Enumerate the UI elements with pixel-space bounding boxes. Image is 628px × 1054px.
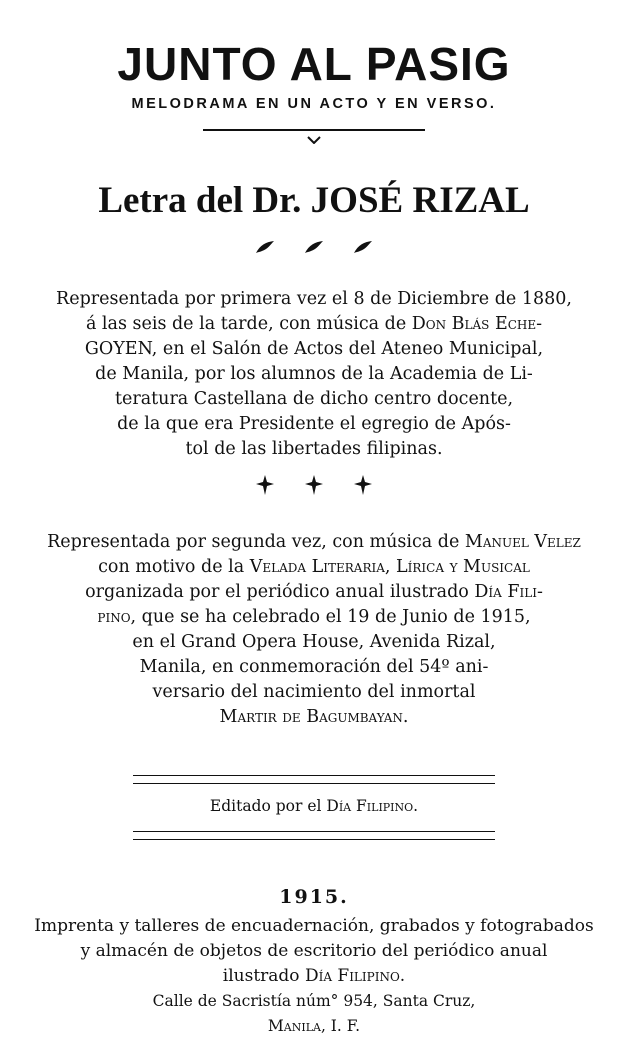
text-line: ilustrado Día Filipino. [222, 966, 406, 986]
newspaper-name: pino [97, 607, 131, 627]
text-line: GOYEN, en el Salón de Actos del Ateneo Municipal, [84, 339, 544, 359]
composer-name: Don Blás Eche- [411, 314, 543, 334]
newspaper-name: Día Fili- [474, 582, 543, 602]
divider-rule [133, 831, 495, 832]
first-performance-paragraph [0, 287, 628, 462]
divider-rule [133, 775, 495, 776]
composer-name: Manuel Velez [464, 532, 581, 552]
text-line: tol de las libertades filipinas. [185, 439, 443, 459]
leaf-ornament-row [0, 236, 628, 255]
text-line: Imprenta y talleres de encuadernación, grabados y fotograbados [34, 916, 594, 936]
text-line: de la que era Presidente el egregio de Após- [117, 414, 511, 434]
fleuron-cross-icon [352, 474, 374, 496]
text-line: organizada por el periódico anual ilustrado Día Fili- [85, 582, 543, 602]
text-line: á las seis de la tarde, con música de Don Blás Eche- [85, 314, 543, 334]
text-line: Representada por segunda vez, con música de Manuel Velez [47, 532, 581, 552]
leaf-ornament-icon [254, 239, 276, 255]
fleuron-ornament-row [0, 474, 628, 496]
text-line: Manila, I. F. [267, 1017, 361, 1035]
newspaper-name: Día Filipino. [326, 797, 419, 815]
imprint-block [0, 914, 628, 1039]
text-line: y almacén de objetos de escritorio del periódico anual [80, 941, 548, 961]
leaf-ornament-icon [352, 239, 374, 255]
editor-credit: Editado por el Día Filipino. [209, 797, 419, 815]
divider-rule [133, 839, 495, 840]
text-line: teratura Castellana de dicho centro docente, [114, 389, 514, 409]
text-line: versario del nacimiento del inmortal [152, 682, 476, 702]
fleuron-cross-icon [254, 474, 276, 496]
text-line: Martir de Bagumbayan. [219, 707, 409, 727]
text-line: pino, que se ha celebrado el 19 de Junio de 1915, [97, 607, 531, 627]
text-line: Calle de Sacristía núm° 954, Santa Cruz, [152, 992, 476, 1010]
event-name: Velada Literaria, Lírica y Musical [249, 557, 530, 577]
author-line: Letra del Dr. JOSÉ RIZAL [98, 180, 530, 221]
chevron-down-icon [307, 136, 321, 144]
leaf-ornament-icon [303, 239, 325, 255]
divider-rule [133, 783, 495, 784]
fleuron-cross-icon [303, 474, 325, 496]
play-subtitle: MELODRAMA EN UN ACTO Y EN VERSO. [131, 96, 497, 112]
title-divider [203, 129, 425, 131]
publication-year: 1915. [279, 886, 349, 908]
text-line: con motivo de la Velada Literaria, Lírica y Musical [98, 557, 530, 577]
text-line: Representada por primera vez el 8 de Diciembre de 1880, [56, 289, 572, 309]
text-line: en el Grand Opera House, Avenida Rizal, [132, 632, 496, 652]
text-line: Manila, en conmemoración del 54º ani- [139, 657, 489, 677]
play-title: JUNTO AL PASIG [117, 38, 511, 90]
text-line: de Manila, por los alumnos de la Academia de Li- [95, 364, 533, 384]
second-performance-paragraph [0, 530, 628, 730]
newspaper-name: Día Filipino. [304, 966, 406, 986]
